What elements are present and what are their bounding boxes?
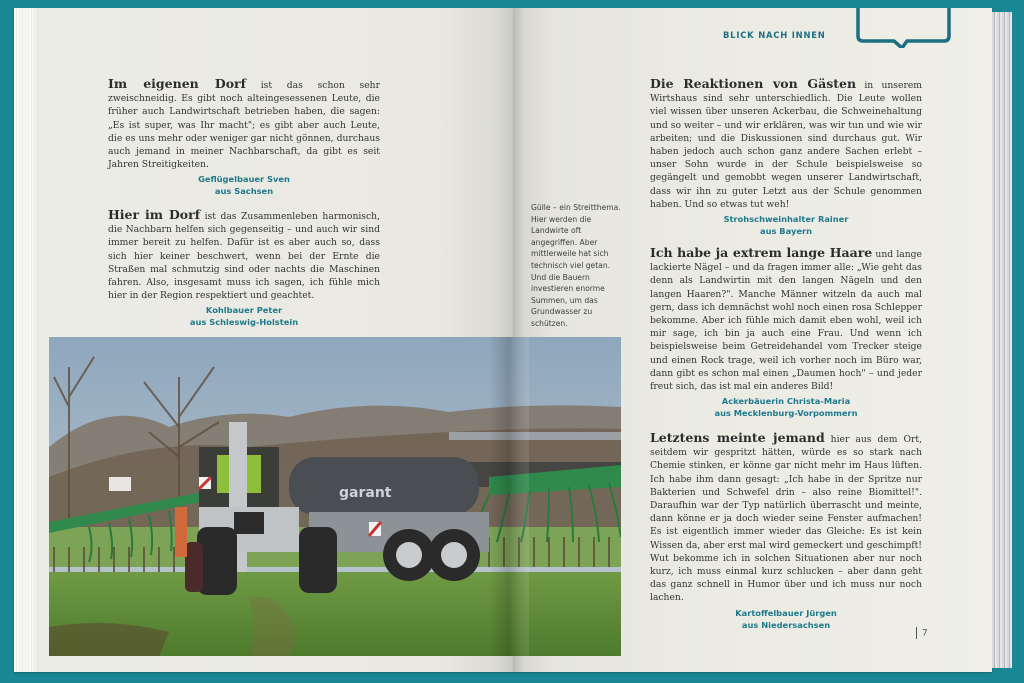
page-number-divider bbox=[916, 627, 917, 639]
quote-lead: Ich habe ja extrem lange Haare bbox=[650, 245, 873, 260]
tractor-photo bbox=[49, 337, 621, 656]
page-number-value: 7 bbox=[922, 628, 928, 639]
quote-juergen bbox=[650, 431, 922, 631]
speech-bubble-icon bbox=[852, 8, 956, 48]
quote-author bbox=[108, 173, 380, 197]
author-name: Strohschweinhalter Rainer bbox=[723, 214, 849, 225]
quote-sven bbox=[108, 77, 380, 197]
author-region: aus Schleswig-Holstein bbox=[189, 317, 299, 328]
quote-author bbox=[108, 304, 380, 328]
page-number bbox=[916, 627, 928, 639]
page-edges bbox=[992, 12, 1012, 668]
section-label: BLICK NACH INNEN bbox=[723, 30, 826, 40]
quote-body: ist das Zusammenleben harmonisch, die Nachbarn helfen sich gegenseitig – und auch wir sind immer bereit zu helfen. Dafür ist es aber auch so, dass sich hier keiner beschwert, wenn bei der Ernte die Straßen mal schmutzig sind oder nachts die Maschinen fahren. Also, insgesamt muss ich sagen, ich fühle mich hier in der Region respektiert und geachtet. bbox=[108, 211, 380, 302]
quote-body: hier aus dem Ort, seitdem wir gespritzt hätten, würde es so stark nach Chemie stinken, er könne gar nicht mehr im Haus lüften. Ich habe ihm dann gesagt: „Ich habe in der Spritze nur Bakterien und Schwefel drin – also reine Biomittel!". Daraufhin war der Typ natürlich überrascht und meinte, dann könne er ja doch wieder seine Fenster aufmachen! Es ist eigentlich immer wieder das Gleiche: Es ist kein Wissen da, aber erst mal wird gemeckert und geschimpft! Wut bekomme ich in solchen Situationen aber nur noch kurz, ich muss einmal kurz schlucken – aber dann geht das ganz schnell in Humor über und ich muss nur noch lachen. bbox=[650, 434, 923, 604]
quote-lead: Hier im Dorf bbox=[108, 207, 201, 222]
quote-christa-maria bbox=[650, 246, 922, 419]
author-name: Kartoffelbauer Jürgen bbox=[735, 607, 837, 618]
quote-author bbox=[650, 395, 922, 419]
quote-author bbox=[650, 213, 922, 237]
author-region: aus Bayern bbox=[759, 226, 813, 237]
quote-body: ist das schon sehr zweischneidig. Es gibt noch alteingesessenen Leute, die früher auch Landwirtschaft betrieben haben, die sagen: „Es ist super, was Ihr macht"; es gibt aber auch Leute, die es uns mehr oder weniger gar nicht gönnen, durchaus auch jemand in meiner Nachbarschaft, da gibt es seit Jahren Streitigkeiten. bbox=[108, 80, 380, 171]
quote-body: in unserem Wirtshaus sind sehr unterschiedlich. Die Leute wollen viel wissen über unseren Ackerbau, die Schweinehaltung und so weiter – und wir erklären, was wir tun und wie wir arbeiten; und die Diskussionen sind durchaus gut. Wir haben jedoch auch schon ganz andere Sachen erlebt – unser Sohn wurde in der Schule beispielsweise so gegängelt und gemobbt wegen unserer Landwirtschaft, dass wir ihn zu guter Letzt aus der Schule genommen haben. Und so etwas tut weh! bbox=[650, 80, 922, 210]
tank-brand-label: garant bbox=[339, 485, 392, 501]
quote-body: und lange lackierte Nägel – und da fragen immer alle: „Wie geht das denn als Landwirtin mit den langen Nägeln und den langen Haaren?". Manche Männer witzeln da auch mal gern, dass ich demnächst wohl noch einen rosa Schlepper bekomme. Aber ich fühle mich damit eben wohl, weil ich mir sage, ich bin ja auch eine Frau. Und wenn ich beispielsweise beim Getreidehandel vom Trecker steige und einen Rock trage, weil ich vorher noch im Büro war, dann gibt es schon mal einen „Daumen hoch" – und jeder freut sich, das ist mal ein anderes Bild! bbox=[650, 249, 922, 393]
author-region: aus Sachsen bbox=[214, 186, 274, 197]
author-region: aus Niedersachsen bbox=[741, 619, 831, 630]
quote-lead: Letztens meinte jemand bbox=[650, 430, 825, 445]
author-region: aus Mecklenburg-Vorpommern bbox=[714, 408, 858, 419]
quote-author bbox=[650, 607, 922, 631]
quote-rainer bbox=[650, 77, 922, 237]
author-name: Ackerbäuerin Christa-Maria bbox=[721, 396, 851, 407]
photo-caption: Gülle – ein Streitthema. Hier werden die Landwirte oft angegriffen. Aber mittlerweile hat sich technisch viel getan. Und die Bauern investieren enorme Summen, um das Grundwasser zu schützen. bbox=[531, 203, 621, 328]
author-name: Geflügelbauer Sven bbox=[198, 174, 290, 185]
author-name: Kohlbauer Peter bbox=[205, 305, 283, 316]
quote-lead: Im eigenen Dorf bbox=[108, 76, 247, 91]
quote-lead: Die Reaktionen von Gästen bbox=[650, 76, 857, 91]
quote-peter bbox=[108, 208, 380, 328]
